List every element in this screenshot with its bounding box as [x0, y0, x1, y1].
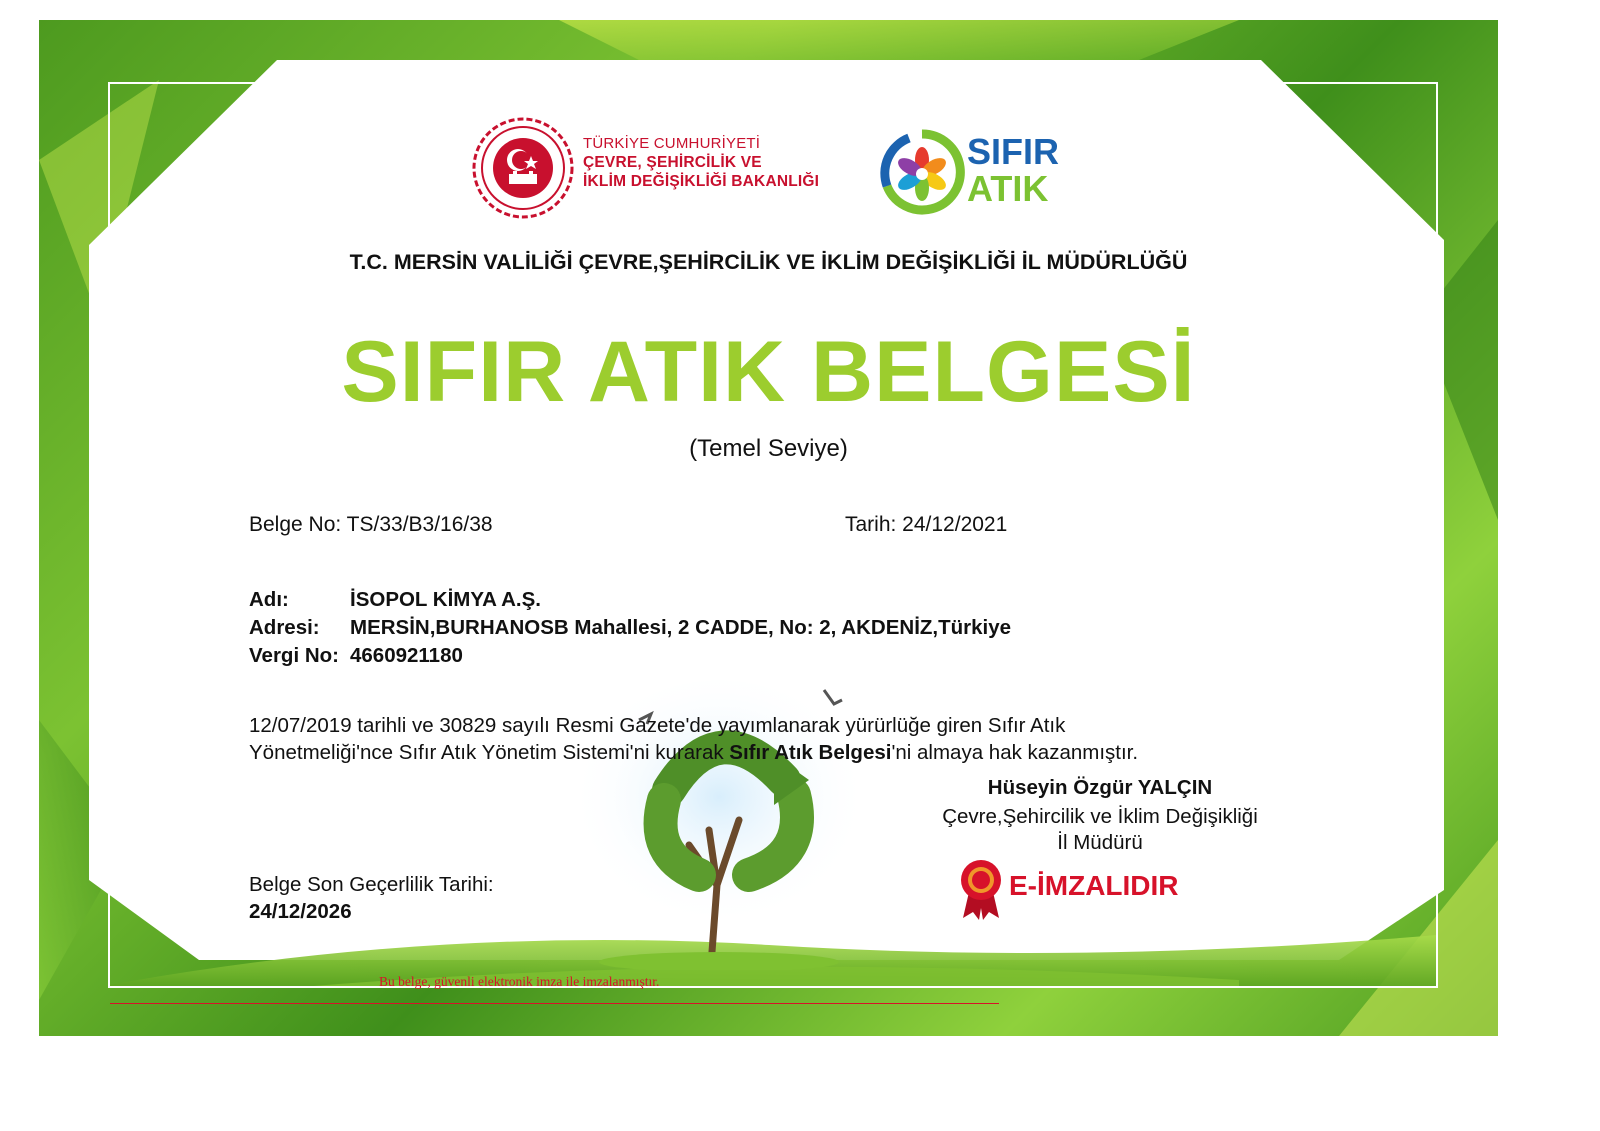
document-number: Belge No: TS/33/B3/16/38: [249, 513, 493, 536]
zero-waste-flower-icon: [879, 128, 965, 218]
validity-label: Belge Son Geçerlilik Tarihi:: [249, 873, 494, 896]
e-signature-badge: [957, 858, 1217, 920]
certificate-statement: [249, 712, 1229, 766]
holder-address-row: [249, 616, 1011, 640]
award-ribbon-icon: [957, 858, 1005, 920]
certificate-level: (Temel Seviye): [689, 435, 848, 462]
certificate-page: [39, 20, 1498, 1036]
zero-waste-logo-word2: ATIK: [967, 168, 1049, 209]
holder-name-row: [249, 588, 541, 612]
issuing-authority: T.C. MERSİN VALİLİĞİ ÇEVRE,ŞEHİRCİLİK VE İKLİM DEĞİŞİKLİĞİ İL MÜDÜRLÜĞÜ: [349, 250, 1188, 274]
holder-address: MERSİN,BURHANOSB Mahallesi, 2 CADDE, No: 2, AKDENİZ,Türkiye: [350, 616, 1012, 639]
ministry-name-line2: ÇEVRE, ŞEHİRCİLİK VE: [583, 154, 762, 171]
validity-date: 24/12/2026: [249, 900, 352, 923]
holder-name-label: Adı:: [249, 588, 289, 611]
signatory-title: [899, 804, 1301, 856]
ministry-name-line1: TÜRKİYE CUMHURİYETİ: [583, 135, 761, 152]
signatory-title-line2: İl Müdürü: [1057, 831, 1143, 854]
ministry-seal-icon: [471, 116, 575, 220]
ministry-logo: [471, 116, 831, 222]
issue-date: Tarih: 24/12/2021: [845, 513, 1008, 536]
holder-name: İSOPOL KİMYA A.Ş.: [350, 588, 541, 611]
statement-line2-start: Yönetmeliği'nce Sıfır Atık Yönetim Sistemi'ni kurarak: [249, 741, 730, 764]
holder-tax-number: 4660921180: [350, 644, 463, 667]
certificate-title: SIFIR ATIK BELGESİ: [341, 324, 1196, 420]
statement-line2-end: 'ni almaya hak kazanmıştır.: [891, 741, 1139, 764]
e-signature-note: Bu belge, güvenli elektronik imza ile imzalanmıştır.: [379, 974, 660, 989]
zero-waste-logo-word1: SIFIR: [967, 131, 1060, 172]
holder-tax-label: Vergi No:: [249, 644, 339, 667]
ministry-name: [583, 134, 819, 191]
zero-waste-logo: [879, 124, 1079, 220]
e-signature-label: E-İMZALIDIR: [1009, 870, 1179, 901]
statement-line2-bold: Sıfır Atık Belgesi: [729, 741, 892, 764]
statement-line2: [249, 739, 1229, 766]
statement-line1: 12/07/2019 tarihli ve 30829 sayılı Resmi Gazete'de yayımlanarak yürürlüğe giren Sıfır Atık: [249, 714, 1066, 737]
ministry-name-line3: İKLİM DEĞİŞİKLİĞİ BAKANLIĞI: [583, 173, 820, 190]
holder-tax-row: [249, 644, 463, 668]
signatory-name: Hüseyin Özgür YALÇIN: [987, 776, 1213, 799]
signatory-title-line1: Çevre,Şehircilik ve İklim Değişikliği: [942, 805, 1258, 828]
note-underline: [110, 1003, 999, 1004]
holder-address-label: Adresi:: [249, 616, 320, 639]
